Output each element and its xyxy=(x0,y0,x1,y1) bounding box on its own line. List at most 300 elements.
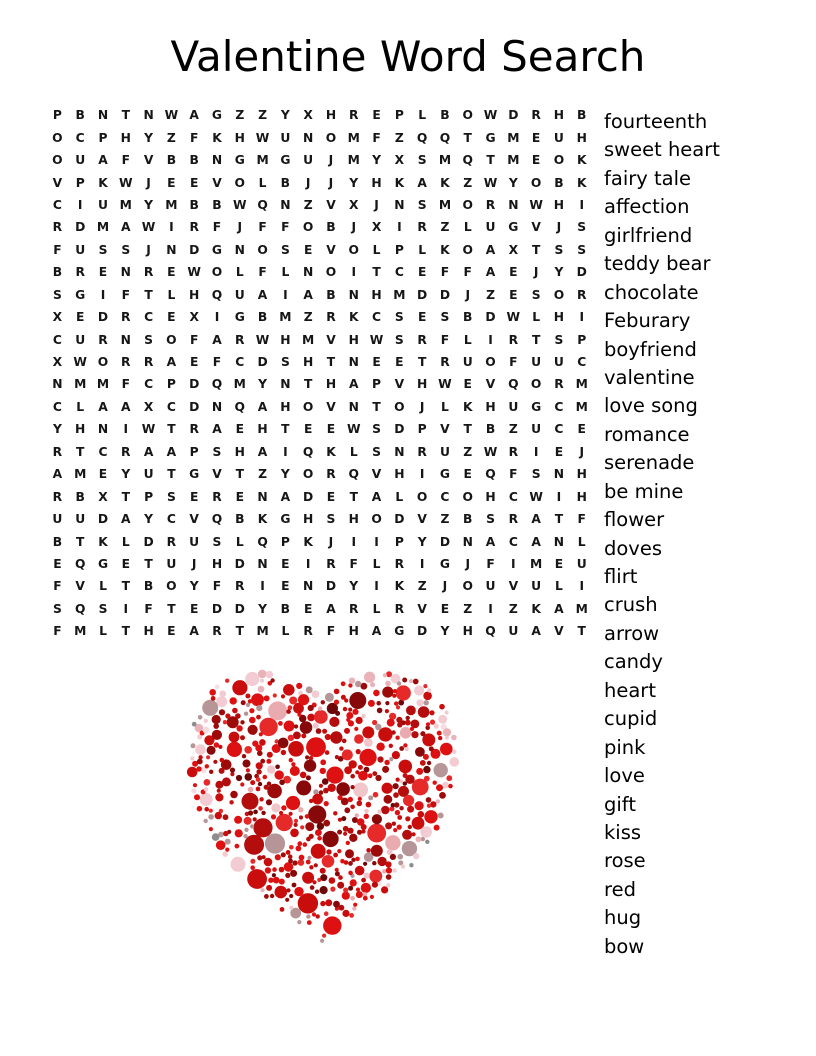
grid-cell: E xyxy=(235,489,244,504)
grid-cell: D xyxy=(97,512,109,527)
grid-cell: D xyxy=(576,265,587,280)
grid-cell: N xyxy=(508,197,519,212)
grid-cell: O xyxy=(462,489,473,504)
grid-cell: J xyxy=(419,399,425,414)
grid-cell: E xyxy=(167,175,176,190)
grid-cell: I xyxy=(419,556,425,571)
grid-cell: T xyxy=(372,399,381,414)
grid-cell: A xyxy=(326,601,336,616)
grid-cell: T xyxy=(349,489,358,504)
grid-cell: P xyxy=(189,444,199,459)
grid-cell: H xyxy=(394,467,405,482)
grid-cell: R xyxy=(143,355,154,370)
grid-cell: M xyxy=(74,467,87,482)
grid-cell: G xyxy=(439,467,450,482)
grid-cell: B xyxy=(326,220,336,235)
grid-cell: X xyxy=(143,399,154,414)
grid-cell: R xyxy=(98,332,108,347)
grid-cell: Q xyxy=(257,197,268,212)
grid-cell: J xyxy=(465,287,471,302)
grid-cell: D xyxy=(394,422,405,437)
grid-cell: Q xyxy=(302,444,314,459)
grid-cell: M xyxy=(438,153,452,168)
grid-cell: F xyxy=(326,624,336,639)
grid-cell: D xyxy=(211,601,223,616)
grid-cell: F xyxy=(509,467,518,482)
grid-cell: L xyxy=(463,220,472,235)
grid-cell: A xyxy=(121,220,131,235)
grid-cell: W xyxy=(369,332,384,347)
grid-cell: E xyxy=(509,287,518,302)
grid-cell: D xyxy=(417,624,428,639)
grid-cell: L xyxy=(235,534,244,549)
grid-cell: H xyxy=(280,399,291,414)
grid-cell: T xyxy=(121,489,130,504)
grid-cell: U xyxy=(462,355,473,370)
grid-cell: P xyxy=(144,489,154,504)
grid-cell: V xyxy=(212,467,222,482)
grid-cell: U xyxy=(75,512,86,527)
grid-cell: V xyxy=(52,175,63,190)
grid-cell: C xyxy=(440,489,450,504)
grid-cell: N xyxy=(348,287,359,302)
grid-cell: D xyxy=(439,534,451,549)
grid-cell: H xyxy=(143,624,154,639)
grid-cell: V xyxy=(554,624,564,639)
grid-cell: I xyxy=(283,444,288,459)
grid-cell: Y xyxy=(349,175,359,190)
grid-cell: S xyxy=(166,489,176,504)
grid-cell: R xyxy=(349,108,359,123)
grid-cell: K xyxy=(394,579,405,594)
grid-cell: Z xyxy=(508,601,518,616)
grid-cell: E xyxy=(281,556,290,571)
grid-cell: G xyxy=(280,512,291,527)
grid-cell: G xyxy=(234,310,245,325)
grid-cell: F xyxy=(53,242,62,257)
grid-cell: I xyxy=(351,265,357,280)
grid-cell: I xyxy=(374,534,379,549)
grid-cell: H xyxy=(553,310,565,325)
grid-cell: O xyxy=(553,287,565,302)
grid-cell: F xyxy=(189,130,199,145)
grid-cell: U xyxy=(485,579,496,594)
word-item: pink xyxy=(604,735,646,759)
word-item: affection xyxy=(604,195,690,219)
grid-cell: I xyxy=(556,489,562,504)
grid-cell: R xyxy=(235,579,245,594)
grid-cell: N xyxy=(348,399,359,414)
grid-cell: F xyxy=(212,220,222,235)
grid-cell: Z xyxy=(508,422,518,437)
grid-cell: R xyxy=(121,355,131,370)
grid-cell: N xyxy=(348,355,359,370)
grid-cell: I xyxy=(579,579,585,594)
word-item: red xyxy=(604,877,636,901)
grid-cell: E xyxy=(395,355,404,370)
dotted-heart-svg xyxy=(180,664,464,960)
grid-cell: B xyxy=(463,512,473,527)
grid-cell: R xyxy=(326,310,336,325)
grid-cell: L xyxy=(281,265,290,280)
grid-cell: H xyxy=(576,467,587,482)
grid-cell: L xyxy=(418,108,427,123)
grid-cell: N xyxy=(462,534,473,549)
grid-cell: J xyxy=(146,242,151,257)
grid-cell: W xyxy=(164,108,179,123)
grid-cell: A xyxy=(189,624,199,639)
grid-cell: K xyxy=(440,242,450,257)
grid-cell: P xyxy=(166,377,176,392)
grid-cell: Y xyxy=(144,197,154,212)
grid-cell: A xyxy=(531,512,541,527)
grid-cell: Q xyxy=(439,130,451,145)
grid-cell: C xyxy=(235,355,245,370)
grid-cell: C xyxy=(75,130,85,145)
grid-cell: Y xyxy=(189,579,199,594)
grid-cell: I xyxy=(419,467,425,482)
grid-cell: P xyxy=(52,108,62,123)
grid-cell: M xyxy=(393,287,406,302)
grid-cell: I xyxy=(488,601,493,616)
grid-cell: Z xyxy=(463,175,473,190)
grid-cell: Q xyxy=(211,512,223,527)
grid-cell: M xyxy=(575,377,588,392)
grid-cell: Q xyxy=(74,556,86,571)
grid-cell: N xyxy=(97,422,109,437)
grid-cell: Y xyxy=(280,108,290,123)
grid-cell: S xyxy=(52,601,62,616)
grid-cell: A xyxy=(212,332,222,347)
grid-cell: Q xyxy=(485,624,496,639)
grid-cell: A xyxy=(348,377,359,392)
grid-cell: A xyxy=(485,534,496,549)
grid-cell: N xyxy=(553,534,565,549)
grid-cell: B xyxy=(52,534,63,549)
grid-cell: C xyxy=(394,265,404,280)
grid-cell: R xyxy=(189,220,199,235)
grid-cell: C xyxy=(98,444,108,459)
grid-cell: K xyxy=(576,175,587,190)
grid-cell: O xyxy=(462,197,473,212)
grid-cell: N xyxy=(303,265,314,280)
grid-cell: O xyxy=(302,399,314,414)
grid-cell: E xyxy=(98,467,108,482)
grid-cell: H xyxy=(348,332,359,347)
grid-cell: K xyxy=(576,153,587,168)
grid-cell: V xyxy=(326,332,336,347)
grid-cell: G xyxy=(439,556,450,571)
grid-cell: L xyxy=(281,624,290,639)
grid-cell: V xyxy=(531,220,541,235)
word-item: crush xyxy=(604,593,658,617)
grid-cell: L xyxy=(418,242,427,257)
grid-cell: N xyxy=(97,108,109,123)
grid-cell: M xyxy=(438,197,452,212)
grid-cell: L xyxy=(441,399,449,414)
grid-cell: E xyxy=(577,422,586,437)
grid-cell: U xyxy=(75,332,86,347)
grid-cell: A xyxy=(417,175,427,190)
grid-cell: L xyxy=(99,624,107,639)
grid-cell: A xyxy=(531,624,541,639)
grid-cell: B xyxy=(485,422,496,437)
grid-cell: I xyxy=(579,197,585,212)
grid-cell: V xyxy=(508,579,519,594)
grid-cell: Y xyxy=(554,265,564,280)
grid-cell: K xyxy=(462,399,473,414)
grid-cell: P xyxy=(394,242,404,257)
grid-cell: M xyxy=(530,556,543,571)
grid-cell: N xyxy=(257,489,268,504)
grid-cell: M xyxy=(256,624,269,639)
grid-cell: C xyxy=(508,489,518,504)
grid-cell: N xyxy=(394,444,405,459)
grid-cell: K xyxy=(348,310,359,325)
grid-cell: S xyxy=(212,534,222,549)
grid-cell: R xyxy=(576,287,587,302)
grid-cell: T xyxy=(167,601,176,616)
grid-cell: E xyxy=(509,265,518,280)
grid-cell: G xyxy=(211,242,223,257)
grid-cell: Z xyxy=(440,220,450,235)
grid-cell: W xyxy=(506,310,521,325)
grid-cell: Z xyxy=(463,601,473,616)
grid-cell: T xyxy=(144,287,153,302)
word-item: romance xyxy=(604,422,690,446)
grid-cell: B xyxy=(280,175,291,190)
grid-cell: H xyxy=(485,399,496,414)
grid-cell: E xyxy=(372,108,381,123)
word-item: flirt xyxy=(604,565,638,588)
grid-cell: O xyxy=(348,242,359,257)
grid-cell: S xyxy=(372,444,381,459)
grid-cell: G xyxy=(508,220,519,235)
grid-cell: R xyxy=(508,444,519,459)
grid-cell: C xyxy=(372,310,382,325)
word-item: Feburary xyxy=(604,309,691,333)
grid-cell: A xyxy=(121,512,131,527)
grid-cell: J xyxy=(328,175,334,190)
grid-cell: C xyxy=(52,332,62,347)
grid-cell: S xyxy=(394,332,404,347)
grid-cell: Z xyxy=(166,130,176,145)
grid-cell: X xyxy=(371,220,382,235)
grid-cell: L xyxy=(235,265,244,280)
grid-cell: A xyxy=(303,287,313,302)
grid-cell: R xyxy=(121,310,131,325)
grid-cell: Z xyxy=(235,108,245,123)
grid-cell: Y xyxy=(144,512,154,527)
grid-cell: C xyxy=(554,399,564,414)
grid-cell: M xyxy=(302,332,315,347)
grid-cell: O xyxy=(257,242,268,257)
word-item: bow xyxy=(604,934,645,958)
grid-cell: N xyxy=(166,242,177,257)
grid-cell: Q xyxy=(234,399,245,414)
grid-cell: K xyxy=(440,175,450,190)
grid-cell: R xyxy=(121,444,131,459)
grid-cell: H xyxy=(462,624,473,639)
grid-cell: L xyxy=(99,579,107,594)
word-item: be mine xyxy=(604,479,684,503)
grid-cell: W xyxy=(141,422,156,437)
grid-cell: B xyxy=(189,153,199,168)
grid-cell: T xyxy=(531,332,541,347)
grid-cell: F xyxy=(212,355,222,370)
grid-cell: V xyxy=(394,377,405,392)
grid-cell: T xyxy=(303,377,313,392)
grid-cell: S xyxy=(144,332,154,347)
grid-cell: G xyxy=(211,108,223,123)
grid-cell: E xyxy=(326,422,336,437)
dotted-heart-image xyxy=(180,664,464,960)
grid-cell: E xyxy=(326,489,336,504)
grid-cell: U xyxy=(143,467,154,482)
grid-cell: U xyxy=(234,287,245,302)
grid-cell: I xyxy=(100,287,106,302)
word-item: boyfriend xyxy=(604,337,697,361)
grid-cell: W xyxy=(187,265,201,280)
grid-cell: A xyxy=(98,399,108,414)
grid-cell: C xyxy=(508,534,518,549)
grid-cell: A xyxy=(554,601,564,616)
grid-cell: E xyxy=(189,601,199,616)
grid-cell: U xyxy=(75,153,86,168)
grid-cell: I xyxy=(511,556,516,571)
grid-cell: F xyxy=(509,355,518,370)
grid-cell: S xyxy=(554,242,564,257)
grid-cell: O xyxy=(211,265,223,280)
grid-cell: M xyxy=(575,399,588,414)
grid-cell: Y xyxy=(52,422,62,437)
grid-cell: E xyxy=(303,242,313,257)
grid-cell: L xyxy=(372,601,381,616)
grid-cell: V xyxy=(485,377,496,392)
grid-cell: S xyxy=(417,153,427,168)
word-item: love xyxy=(604,764,645,788)
grid-cell: E xyxy=(303,601,313,616)
grid-cell: O xyxy=(553,153,565,168)
grid-cell: Y xyxy=(258,377,268,392)
grid-cell: F xyxy=(189,332,199,347)
grid-cell: T xyxy=(167,422,176,437)
grid-cell: G xyxy=(280,153,291,168)
word-item: doves xyxy=(604,536,663,560)
grid-cell: B xyxy=(326,287,336,302)
grid-cell: H xyxy=(417,377,428,392)
grid-cell: R xyxy=(235,332,245,347)
grid-cell: Z xyxy=(258,108,268,123)
grid-cell: R xyxy=(394,556,405,571)
grid-cell: R xyxy=(326,556,336,571)
grid-cell: F xyxy=(463,265,472,280)
grid-cell: T xyxy=(235,624,244,639)
grid-cell: E xyxy=(554,444,564,459)
grid-cell: T xyxy=(531,242,541,257)
grid-cell: U xyxy=(52,512,63,527)
grid-cell: T xyxy=(76,444,85,459)
grid-cell: U xyxy=(485,220,496,235)
grid-cell: I xyxy=(579,310,585,325)
grid-cell: H xyxy=(371,287,382,302)
grid-cell: G xyxy=(189,467,200,482)
grid-cell: M xyxy=(233,377,246,392)
grid-cell: O xyxy=(530,377,542,392)
grid-cell: Y xyxy=(508,175,518,190)
grid-cell: D xyxy=(485,310,496,325)
grid-cell: J xyxy=(328,534,334,549)
grid-cell: A xyxy=(257,399,268,414)
grid-cell: A xyxy=(371,489,382,504)
grid-cell: E xyxy=(167,624,176,639)
grid-cell: S xyxy=(326,512,336,527)
grid-cell: T xyxy=(121,624,130,639)
grid-cell: S xyxy=(554,332,564,347)
grid-cell: D xyxy=(394,512,405,527)
grid-cell: P xyxy=(98,130,108,145)
word-search-grid xyxy=(46,104,593,643)
grid-cell: C xyxy=(144,377,154,392)
grid-cell: E xyxy=(189,489,199,504)
grid-cell: R xyxy=(531,108,541,123)
grid-cell: I xyxy=(351,534,357,549)
grid-cell: I xyxy=(305,556,311,571)
grid-cell: U xyxy=(553,355,564,370)
grid-cell: H xyxy=(280,332,291,347)
grid-cell: Q xyxy=(348,467,359,482)
grid-cell: D xyxy=(257,355,268,370)
word-item: girlfriend xyxy=(604,223,693,247)
grid-cell: H xyxy=(189,287,200,302)
grid-cell: O xyxy=(302,467,314,482)
grid-cell: V xyxy=(189,512,199,527)
grid-cell: T xyxy=(417,355,427,370)
grid-cell: J xyxy=(305,175,311,190)
grid-cell: E xyxy=(531,130,541,145)
grid-cell: E xyxy=(463,467,472,482)
grid-cell: O xyxy=(416,489,428,504)
grid-cell: Y xyxy=(121,467,131,482)
grid-cell: D xyxy=(508,108,519,123)
grid-cell: R xyxy=(417,332,427,347)
grid-cell: H xyxy=(576,130,587,145)
grid-cell: I xyxy=(533,444,539,459)
grid-cell: N xyxy=(394,197,405,212)
grid-cell: R xyxy=(417,444,427,459)
grid-cell: D xyxy=(189,399,200,414)
grid-cell: U xyxy=(508,624,519,639)
grid-cell: H xyxy=(120,130,131,145)
grid-cell: B xyxy=(75,489,85,504)
grid-cell: S xyxy=(394,310,404,325)
grid-cell: H xyxy=(325,108,337,123)
grid-cell: L xyxy=(372,242,381,257)
grid-cell: O xyxy=(234,175,245,190)
grid-cell: H xyxy=(211,556,223,571)
grid-cell: O xyxy=(97,355,109,370)
grid-cell: B xyxy=(280,601,291,616)
grid-cell: X xyxy=(189,310,199,325)
grid-cell: W xyxy=(141,220,156,235)
grid-cell: B xyxy=(235,512,245,527)
grid-cell: C xyxy=(166,399,176,414)
grid-cell: A xyxy=(212,422,222,437)
grid-cell: Q xyxy=(257,534,268,549)
grid-cell: U xyxy=(280,130,291,145)
grid-cell: N xyxy=(120,332,131,347)
grid-cell: P xyxy=(75,175,85,190)
